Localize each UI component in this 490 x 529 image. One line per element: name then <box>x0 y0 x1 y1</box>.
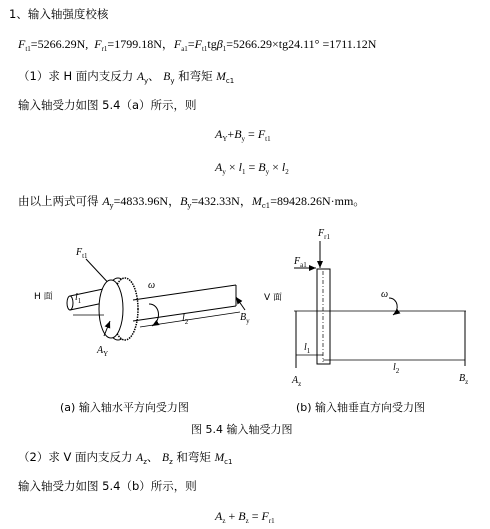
fa-equals: = <box>187 37 195 51</box>
result-a-value: =4833.96N， <box>113 194 181 208</box>
step1-m: M <box>216 71 226 83</box>
ft-value: =5266.29N, <box>30 37 89 51</box>
h-plane-label: H 面 <box>34 292 53 302</box>
fa-symbol: F <box>173 37 182 51</box>
step2-m: M <box>214 452 225 464</box>
l1-label-b: $l_1$ <box>304 342 311 355</box>
gear-side-view <box>317 269 330 364</box>
caption-b: (b) 输入轴垂直方向受力图 <box>296 401 426 414</box>
eq3-plus: + <box>228 509 236 523</box>
step2-line <box>18 449 232 470</box>
fa-tg: tg <box>207 37 217 51</box>
step1-a: A <box>136 71 144 83</box>
step2-sep: 、 <box>146 450 159 464</box>
ft1-label: $F_{t1}$ <box>76 247 88 260</box>
fa-beta-subscript: 1 <box>222 45 227 53</box>
result-b: B <box>180 194 188 208</box>
eq3-equals: = <box>251 509 259 523</box>
result-prefix: 由以上两式可得 <box>18 194 99 208</box>
eq2-times: × <box>228 160 236 174</box>
eq1-b: B <box>234 127 242 141</box>
result-m: M <box>251 194 262 208</box>
eq1-equals: = <box>248 127 255 141</box>
step1-mid: 和弯矩 <box>178 69 213 83</box>
fa1-label: $F_{a1}$ <box>294 256 307 269</box>
fr-value: =1799.18N， <box>107 37 174 51</box>
eq3-f-sub: r1 <box>268 517 275 525</box>
eq2-a-sub: y <box>222 168 226 176</box>
eq2-b: B <box>258 160 266 174</box>
step1-b: B <box>163 71 171 83</box>
step2-prefix: （2）求 V 面内支反力 <box>18 450 133 464</box>
eq2-a: A <box>215 160 223 174</box>
eq2-l: l <box>238 160 242 174</box>
paragraph-1: 输入轴受力如图 5.4（a）所示，则 <box>18 98 197 112</box>
fa-beta: β <box>216 37 223 51</box>
eq3-a-sub: z <box>222 517 226 525</box>
fr1-label: $F_{r1}$ <box>318 228 330 241</box>
eq1-f-sub: t1 <box>265 135 271 143</box>
step2-b: B <box>162 452 170 464</box>
eq3-f: F <box>261 509 269 523</box>
az-label: $A_z$ <box>292 375 302 388</box>
result-m-value: =89428.26N·mm。 <box>270 194 366 208</box>
bz-label: $B_z$ <box>459 373 469 386</box>
fa-ft-subscript: t1 <box>201 45 208 53</box>
result-a-sub: y <box>109 202 114 210</box>
ft-subscript: t1 <box>25 45 31 53</box>
step2-a-sub: z <box>143 458 147 466</box>
eq1-f: F <box>257 127 266 141</box>
figure-title: 图 5.4 输入轴受力图 <box>191 423 293 436</box>
step1-prefix: （1）求 H 面内支反力 <box>18 69 134 83</box>
eq3-b-sub: z <box>245 517 249 525</box>
result-m-sub: c1 <box>261 202 271 210</box>
rotation-arrow-b <box>389 298 397 315</box>
step1-sep: 、 <box>148 69 160 83</box>
fa-value: =5266.29×tg24.11° =1711.12N <box>226 37 377 51</box>
caption-a: (a) 输入轴水平方向受力图 <box>60 401 189 414</box>
v-plane-label: V 面 <box>264 293 283 303</box>
l1-label-a: $l_1$ <box>75 292 82 305</box>
fa-subscript: a1 <box>181 45 188 53</box>
ft-symbol: F <box>18 37 26 51</box>
step2-a: A <box>136 452 144 464</box>
step2-b-sub: z <box>169 458 173 466</box>
eq2-equals: = <box>248 160 256 174</box>
by-label: $B_y$ <box>240 312 250 325</box>
result-a: A <box>102 194 110 208</box>
fa-ft-symbol: F <box>194 37 202 51</box>
step2-mid: 和弯矩 <box>176 450 211 464</box>
result-b-value: =432.33N， <box>191 194 252 208</box>
eq1-plus: + <box>227 127 235 141</box>
eq2-l2-sub: 2 <box>285 168 289 176</box>
paragraph-2: 输入轴受力如图 5.4（b）所示，则 <box>18 479 197 493</box>
l2-label-b: $l_2$ <box>393 362 400 375</box>
eq2-l2: l <box>281 160 286 174</box>
equation-3 <box>215 508 275 529</box>
fr-symbol: F <box>94 37 102 51</box>
eq1-b-sub: y <box>241 135 246 143</box>
eq3-b: B <box>238 509 246 523</box>
eq1-a-sub: Y <box>222 135 228 143</box>
omega-label-b: ω <box>381 289 389 300</box>
step1-m-sub: c1 <box>225 77 235 85</box>
step2-m-sub: c1 <box>224 458 233 466</box>
ay-label: $A_Y$ <box>97 345 109 358</box>
step1-a-sub: y <box>143 77 149 85</box>
eq2-l-sub: 1 <box>241 168 246 176</box>
eq1-a: A <box>215 127 223 141</box>
eq2-times2: × <box>272 160 279 174</box>
omega-label-a: ω <box>148 280 156 291</box>
step1-b-sub: y <box>170 77 175 85</box>
fr-subscript: r1 <box>101 45 108 53</box>
section-heading: 1、输入轴强度校核 <box>9 7 109 21</box>
eq2-b-sub: y <box>265 168 270 176</box>
eq3-a: A <box>215 509 223 523</box>
result-b-sub: y <box>187 202 192 210</box>
l2-label-a: $l_2$ <box>182 313 189 326</box>
